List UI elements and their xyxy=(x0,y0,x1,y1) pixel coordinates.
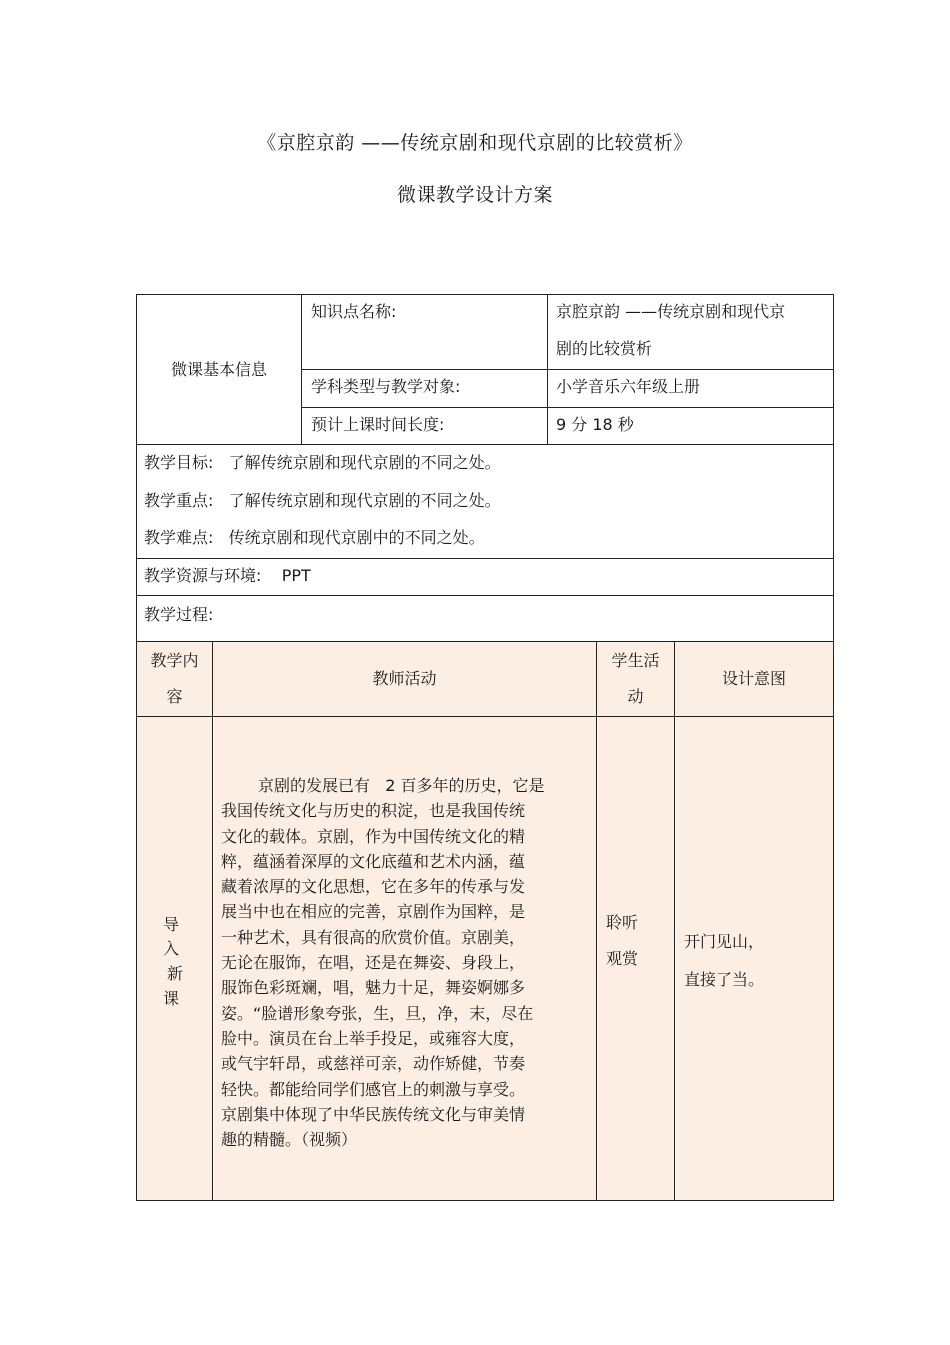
divider xyxy=(212,641,213,1201)
divider xyxy=(301,294,302,445)
student-activity-line2: 观赏 xyxy=(606,949,639,968)
header-student-line2: 动 xyxy=(627,687,644,706)
header-student-line1: 学生活 xyxy=(611,651,660,670)
text-line: 藏着浓厚的文化思想，它在多年的传承与发 xyxy=(221,877,526,897)
text-line: 京剧的发展已有 2 百多年的历史，它是 xyxy=(258,776,545,795)
subject-type-label: 学科类型与教学对象: xyxy=(311,377,461,396)
text-line: 展当中也在相应的完善，京剧作为国粹，是 xyxy=(221,902,526,922)
divider xyxy=(136,716,834,717)
design-intent-line1: 开门见山， xyxy=(684,932,765,951)
text-line: 趣的精髓。（视频） xyxy=(221,1130,358,1150)
knowledge-point-value-line2: 剧的比较赏析 xyxy=(556,339,653,358)
document-title: 《京腔京韵 ——传统京剧和现代京剧的比较赏析》 xyxy=(257,132,693,154)
knowledge-point-value-line1: 京腔京韵 ——传统京剧和现代京 xyxy=(556,302,786,321)
text-line: 一种艺术，具有很高的欣赏价值。京剧美， xyxy=(221,927,526,947)
header-design-intent: 设计意图 xyxy=(721,669,786,688)
teaching-resources: 教学资源与环境: PPT xyxy=(144,566,311,585)
text-line: 轻快。都能给同学们感官上的刺激与享受。 xyxy=(221,1079,526,1099)
document-subtitle: 微课教学设计方案 xyxy=(396,184,553,206)
teaching-focus: 教学重点: 了解传统京剧和现代京剧的不同之处。 xyxy=(144,491,501,510)
student-activity-line1: 聆听 xyxy=(606,913,639,932)
design-intent-line2: 直接了当。 xyxy=(684,970,765,989)
divider xyxy=(674,641,675,1201)
header-content-line2: 容 xyxy=(166,687,183,706)
teaching-objective: 教学目标: 了解传统京剧和现代京剧的不同之处。 xyxy=(144,453,501,472)
duration-label: 预计上课时间长度: xyxy=(311,415,445,434)
text-line: 服饰色彩斑斓，唱，魅力十足，舞姿婀娜多 xyxy=(221,978,526,998)
content-char: 课 xyxy=(163,989,180,1008)
text-line: 或气宇轩昂，或慈祥可亲，动作矫健，节奏 xyxy=(221,1054,526,1074)
text-line: 文化的载体。京剧，作为中国传统文化的精 xyxy=(221,826,526,846)
content-char: 入 xyxy=(163,939,180,958)
text-line: 京剧集中体现了中华民族传统文化与审美情 xyxy=(221,1104,526,1124)
teacher-activity-text xyxy=(221,773,593,1152)
header-content-line1: 教学内 xyxy=(150,651,199,670)
text-line: 无论在服饰，在唱，还是在舞姿、身段上， xyxy=(221,953,526,973)
knowledge-point-label: 知识点名称: xyxy=(311,302,397,321)
content-char: 新 xyxy=(167,964,184,983)
teaching-process-label: 教学过程: xyxy=(144,605,214,624)
teaching-difficulty: 教学难点: 传统京剧和现代京剧中的不同之处。 xyxy=(144,528,485,547)
text-line: 我国传统文化与历史的积淀，也是我国传统 xyxy=(221,801,526,821)
text-line: 脸中。演员在台上举手投足，或雍容大度， xyxy=(221,1028,526,1048)
duration-value: 9 分 18 秒 xyxy=(556,415,634,434)
subject-type-value: 小学音乐六年级上册 xyxy=(556,377,701,396)
content-char: 导 xyxy=(163,915,180,934)
basic-info-label: 微课基本信息 xyxy=(170,359,267,379)
divider xyxy=(547,294,548,445)
text-line: 姿。“脸谱形象夸张，生，旦，净，末，尽在 xyxy=(221,1003,534,1023)
divider xyxy=(596,641,597,1201)
text-line: 粹，蕴涵着深厚的文化底蕴和艺术内涵，蕴 xyxy=(221,851,526,871)
header-teacher-activity: 教师活动 xyxy=(372,669,437,688)
